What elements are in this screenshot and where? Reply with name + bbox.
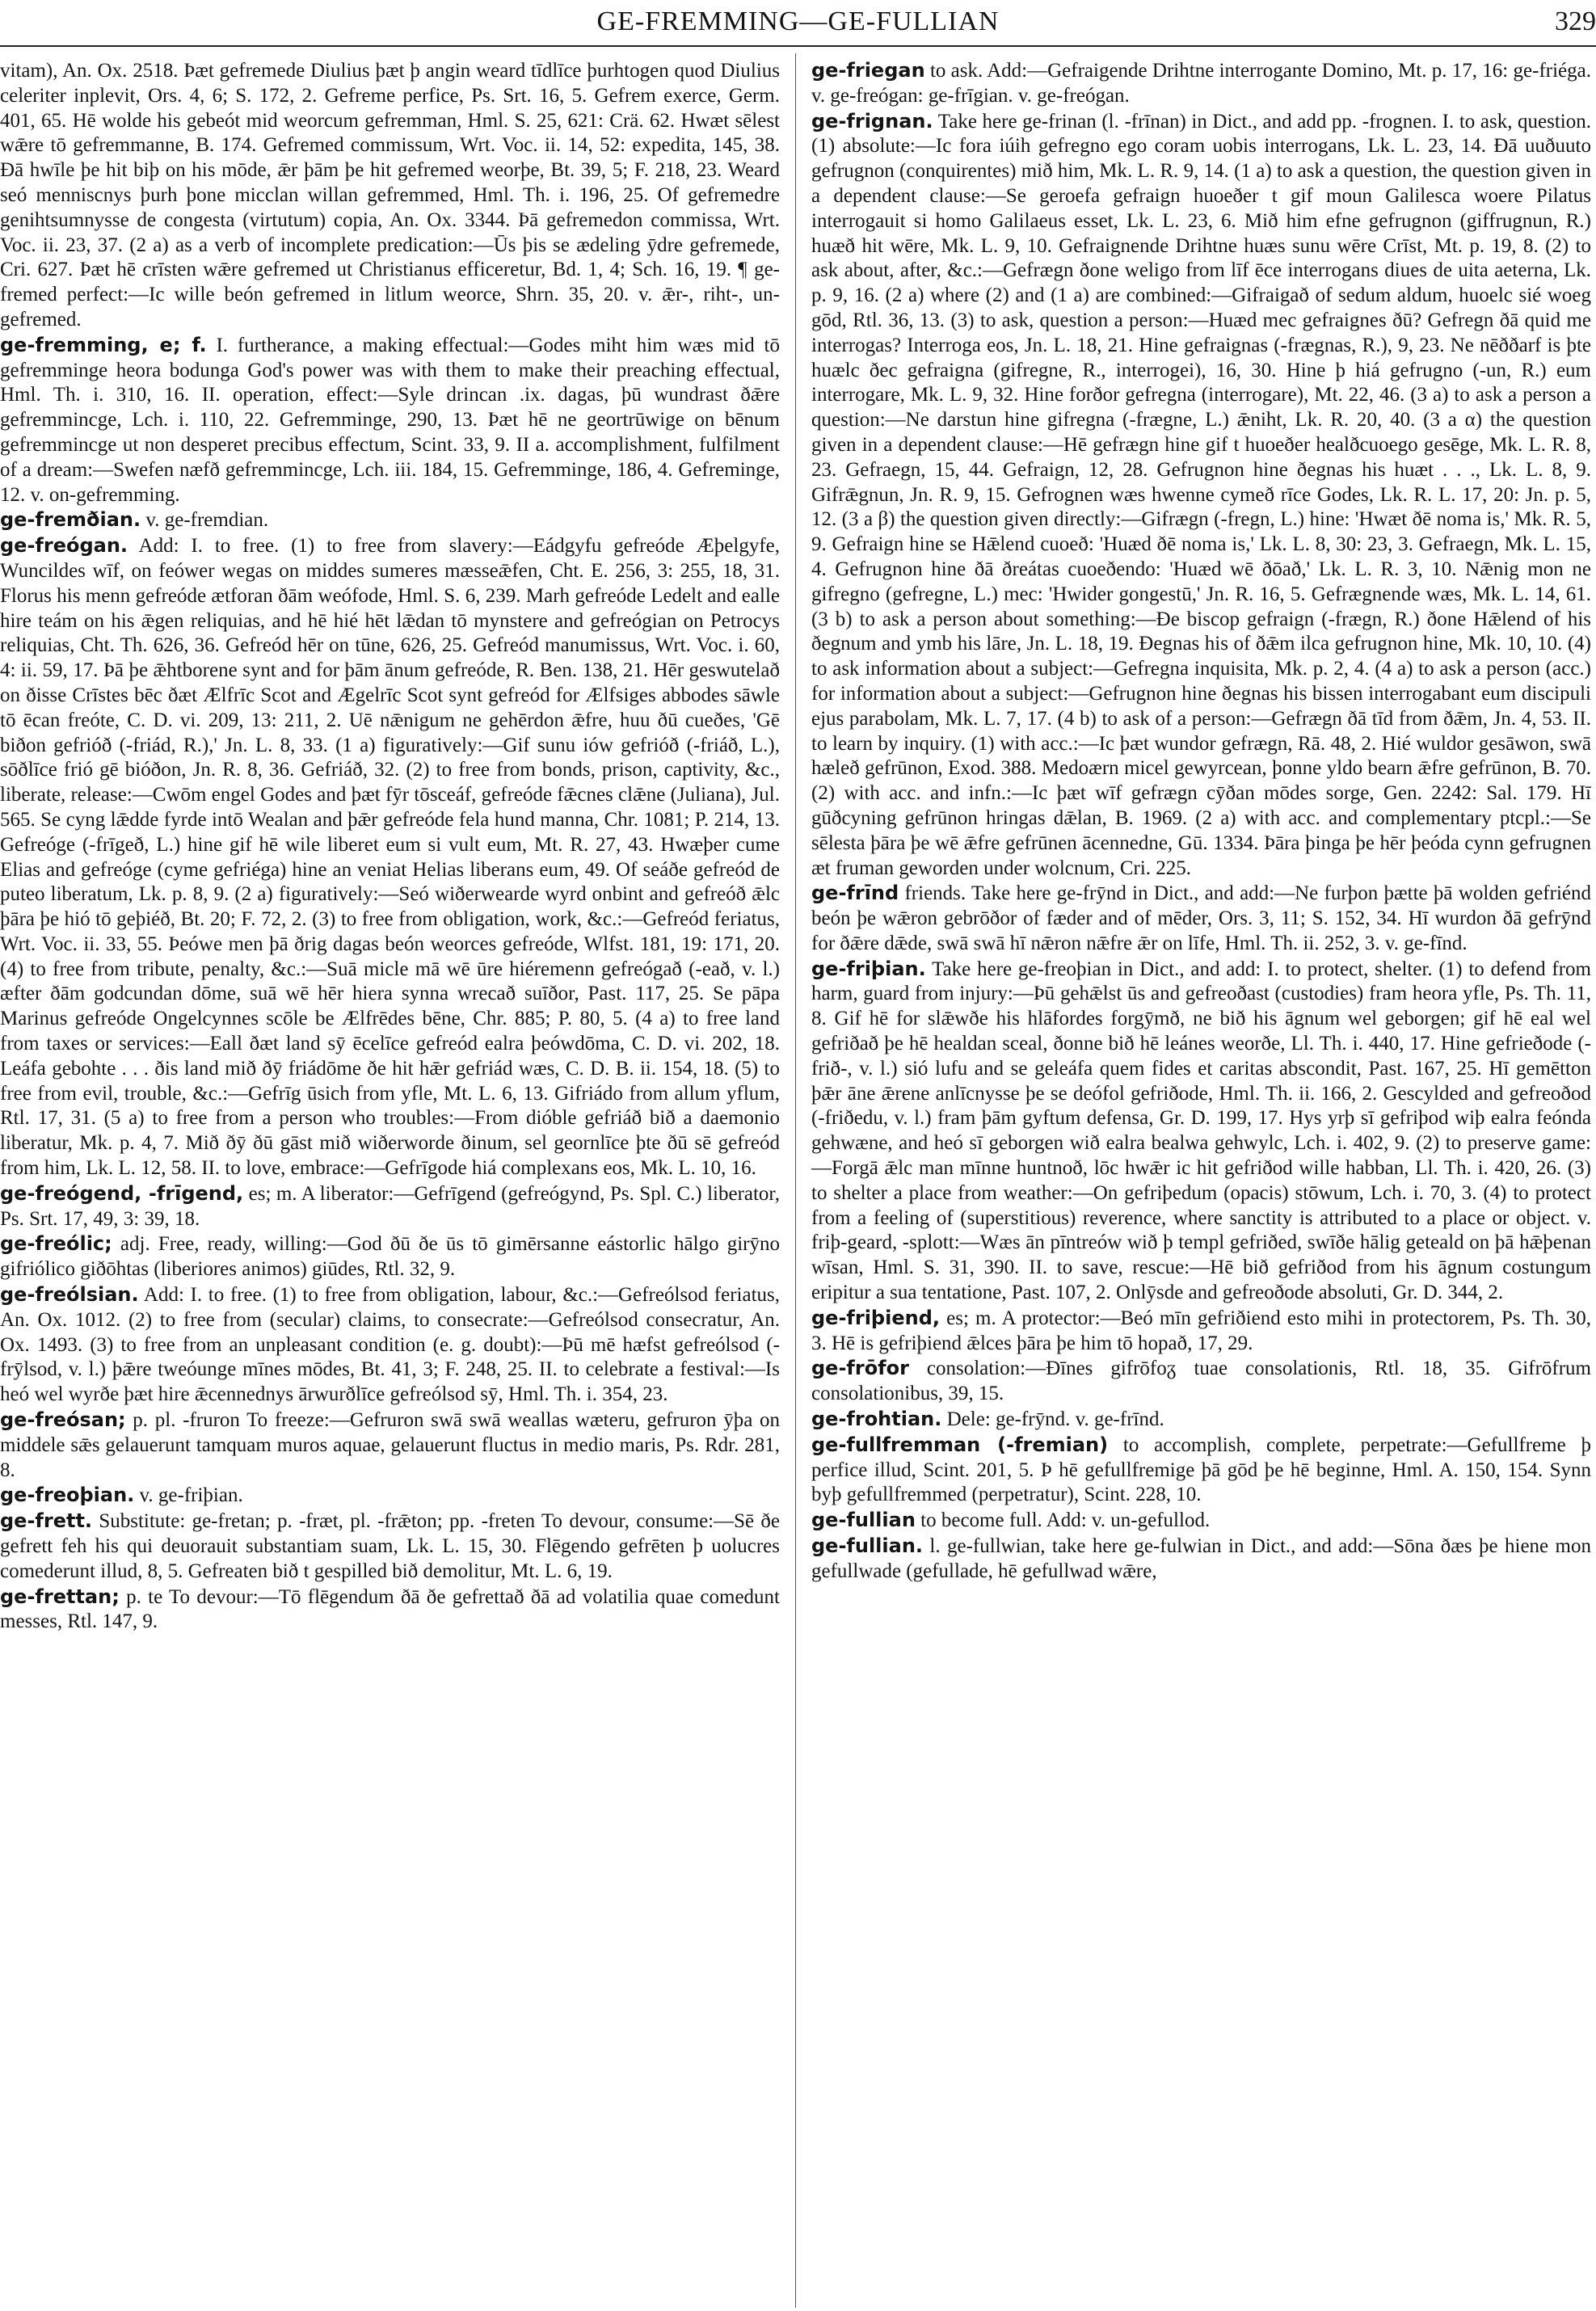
left-column [0, 58, 780, 2305]
column-divider [795, 53, 796, 2308]
entry-headword: ge-freógan. [0, 534, 128, 558]
entry-headword: ge-frettan; [0, 1585, 120, 1608]
running-title: GE-FREMMING—GE-FULLIAN [596, 6, 1000, 36]
dictionary-entry [811, 1433, 1591, 1508]
entry-headword: ge-frīnd [811, 882, 899, 905]
entry-text: p. pl. -fruron To freeze:—Gefruron swā swā weallas wæteru, gefruron ȳþa on middele sǣs gelauerunt tamquam muros aquae, gelauerunt fluctus in medio maris, Ps. Rdr. 281, 8. [0, 1409, 780, 1481]
entry-text: Take here ge-frinan (l. -frīnan) in Dict., and add pp. -frognen. I. to ask, question. (1) absolute:—Ic fora iúih gefregno ego coram uobis interrogans, Lk. L. 23, 14. Ðā uuðuuto gefrugnon (conquirentes) mið him, Mk. L. R. 9, 14. (1 a) to ask a question, the question given in a dependent clause:—Se geroefa gefraign huoeðer t gif moun Galilesca woere Pilatus interrogauit si homo Galilaeus esset, Lk. L. 23, 6. Mið him efne gefrugnon (giffrugnun, R.) huæð hit wēre, Mk. L. 9, 10. Gefraignende Drihtne huæs sunu wēre Crīst, Mt. p. 19, 8. (2) to ask about, after, &c.:—Gefrægn ðone weligo from līf ēce interrogans diues de uita aeterna, Lk. p. 9, 16. (2 a) where (2) and (1 a) are combined:—Gifraigað of sedum aldum, huoelc sié woeg gōd, Rtl. 36, 13. (3) to ask, question a person:—Huæd mec gefraignes ðū? Gefregn ðā quid me interrogas? Interroga eos, Jn. L. 18, 21. Hine gefraignas (-frægnas, R.), 9, 23. Ne nēððarf is þte huælc ðec gefraigna (gifregne, R., interrogei), 16, 30. Hine þ hiá gefrugno (-un, R.) eum interrogare, Mk. L. 9, 32. Hine forðor gefregna (interrogare), Mt. 22, 46. (3 a) to ask a person a question:—Ne darstun hine gifregna (-frægne, L.) ǣniht, Lk. R. 20, 40. (3 a α) the question given in a dependent clause:—Hē gefrægn hine gif t huoeðer healðcuoego gesēge, Mk. L. R. 8, 23. Gefraegn, 15, 44. Gefraign, 12, 28. Gefrugnon hine ðegnas his huæt . . ., Lk. L. 8, 9. Gifrǣgnun, Jn. R. 9, 15. Gefrognen wæs hwenne cymeð rīce Godes, Lk. R. L. 17, 20: Jn. p. 5, 12. (3 a β) the question given directly:—Gifrægn (-fregn, L.) hine: 'Hwæt ðē noma is,' Mk. R. 5, 9. Gefraign hine se Hǣlend cuoeð: 'Huæd ðē noma is,' Lk. L. 8, 30: 23, 3. Gefraegn, Mk. L. 15, 4. Gefrugnon hine ðā ðreátas cuoeðendo: 'Huæd wē ðōað,' Lk. L. R. 3, 10. Nǣnig mon ne gifregno (gefregne, L.) mec: 'Hwider gongestū,' Jn. R. 16, 5. Gefrægnende wæs, Mk. L. 14, 61. (3 b) to ask a person about something:—Ðe biscop gefraign (-frægn, R.) ðone Hǣlend of his ðegnum and ymb his lāre, Jn. L. 18, 19. Ðegnas his of ðǣm ilca gefrugnon hine, Mk. 10, 10. (4) to ask information about a subject:—Gefregna inquisita, Mk. p. 2, 4. (4 a) to ask a person (acc.) for information about a subject:—Gefrugnon hine ðegnas his bissen interrogabant eum discipuli ejus parabolam, Mk. L. 7, 17. (4 b) to ask of a person:—Gefrægn ðā tīd from ðǣm, Jn. 4, 53. II. to learn by inquiry. (1) with acc.:—Ic þæt wundor gefrægn, Rā. 48, 2. Hié wuldor gesāwon, swā hæleð gefrūnon, Exod. 388. Medoærn micel gewyrcean, þonne yldo bearn ǣfre gefrūnon, B. 70. (2) with acc. and infn.:—Ic þæt wīf gefrægn cȳðan mōdes sorge, Gen. 2242: Sal. 179. Hī gūðcyning gefrūnon hringas dǣlan, B. 1969. (2 a) with acc. and complementary ptcpl.:—Se sēlesta þāra þe wē ǣfre gefrūnen ācennedne, Gū. 1334. Þāra þinga þe hēr þeóda cynn gefrugnen æt fruman geworden under wolcnum, Cri. 225. [811, 110, 1591, 879]
dictionary-entry [811, 881, 1591, 956]
entry-headword: ge-frohtian. [811, 1408, 942, 1431]
entry-text: friends. Take here ge-frȳnd in Dict., and add:—Ne furþon þætte þā wolden gefriénd beón þe wǣron gebrōðor of fæder and of mēder, Ors. 3, 11; S. 152, 34. Hī wurdon ðā gefrȳnd for ðǣre dǣde, swā swā hī nǣron nǣfre ǣr on līfe, Hml. Th. ii. 252, 3. v. ge-fīnd. [811, 882, 1591, 954]
dictionary-entry [811, 1356, 1591, 1407]
entry-headword: ge-fullian [811, 1509, 916, 1532]
dictionary-entry [811, 1508, 1591, 1534]
dictionary-entry [811, 109, 1591, 882]
dictionary-entry [0, 507, 780, 533]
entry-text: vitam), An. Ox. 2518. Þæt gefremede Diulius þæt þ angin weard tīdlīce þurhtogen quod Diulius celeriter inplevit, Ors. 4, 6; S. 172, 2. Gefreme perfice, Ps. Srt. 16, 5. Gefrem exerce, Germ. 401, 65. Hē wolde his gebeót mid weorcum gefremman, Hml. S. 25, 621: Crä. 62. Hwæt sēlest wǣre tō gefremmanne, B. 174. Gefremed commissum, Wrt. Voc. ii. 14, 52: expedita, 145, 38. Ðā hwīle þe hit biþ on his mōde, ǣr þām þe hit gefremed weorþe, Bt. 39, 5; F. 218, 23. Weard seó menniscnys þurh þone micclan willan gefremmed, Hml. Th. i. 196, 25. Of gefremedre genihtsumnysse de congesta (virtutum) copia, An. Ox. 3344. Þā gefremedon commissa, Wrt. Voc. ii. 23, 37. (2 a) as a verb of incomplete predication:—Ūs þis se ædeling ȳdre gefremede, Cri. 627. Þæt hē crīsten wǣre gefremed ut Christianus efficeretur, Bd. 1, 4; Sch. 16, 19. ¶ ge-fremed perfect:—Ic wille beón gefremed in litlum weorce, Shrn. 35, 20. v. ǣr-, riht-, un-gefremed. [0, 60, 780, 330]
entry-headword: ge-friþian. [811, 957, 926, 980]
dictionary-entry [0, 58, 780, 333]
dictionary-entry [811, 1534, 1591, 1585]
entry-text: v. ge-friþian. [134, 1484, 243, 1507]
entry-headword: ge-friþiend, [811, 1306, 940, 1329]
entry-headword: ge-frignan. [811, 109, 933, 133]
entry-text: Dele: ge-frȳnd. v. ge-frīnd. [941, 1408, 1164, 1431]
page-number: 329 [1555, 6, 1596, 36]
dictionary-entry [0, 1483, 780, 1509]
entry-text: l. ge-fullwian, take here ge-fulwian in Dict., and add:—Sōna ðæs þe hiene mon gefullwade (gefullade, hē gefullwad wǣre, [811, 1535, 1591, 1582]
dictionary-entry [0, 1231, 780, 1282]
dictionary-entry [0, 333, 780, 508]
entry-headword: ge-frōfor [811, 1357, 909, 1380]
page-header [0, 0, 1596, 45]
entry-headword: ge-friegan [811, 59, 925, 82]
entry-headword: ge-freólic; [0, 1232, 112, 1256]
entry-text: v. ge-fremdian. [141, 509, 269, 532]
dictionary-entry [0, 1181, 780, 1232]
entry-text: Substitute: ge-fretan; p. -fræt, pl. -frǣton; pp. -freten To devour, consume:—Sē ðe gefrett feh his qui deuorauit substantiam suam, Lk. L. 15, 30. Flēgendo gefrēten þ uolucres comederunt illud, 8, 5. Gefreaten bið t gespilled bið demolitur, Mt. L. 6, 19. [0, 1510, 780, 1582]
header-rule [0, 45, 1596, 47]
entry-text: p. te To devour:—Tō flēgendum ðā ðe gefrettað ðā ad volatilia quae comedunt messes, Rtl. 147, 9. [0, 1585, 780, 1633]
dictionary-entry [0, 1408, 780, 1483]
entry-headword: ge-frett. [0, 1509, 93, 1533]
entry-text: Add: I. to free. (1) to free from obligation, labour, &c.:—Gefreólsod feriatus, An. Ox. 1012. (2) to free from (secular) claims, to consecrate:—Gefreólsod consecratur, An. Ox. 1493. (3) to free from an unpleasant condition (e. g. doubt):—Þū mē hæfst gefreólsod (-frȳlsod, v. l.) þǣre tweóunge mīnes mōdes, Bt. 41, 3; F. 248, 25. II. to celebrate a festival:—Is heó wel wyrðe þæt hire ǣcennednys ārwurðlīce gefreólsod sȳ, Hml. Th. i. 354, 23. [0, 1284, 780, 1406]
entry-text: adj. Free, ready, willing:—God ðū ðe ūs tō gimērsanne eástorlic hālgo girȳno gifriólico giðōhtas (liberiores animos) giūdes, Rtl. 32, 9. [0, 1233, 780, 1281]
right-column [811, 58, 1591, 2305]
entry-text: to accomplish, complete, perpetrate:—Gefullfreme þ perfice illud, Scint. 201, 5. Þ hē gefullfremige þā gōd þe hē beginne, Hml. A. 150, 154. Synn byþ gefullfremmed (perpetratur), Scint. 228, 10. [811, 1433, 1591, 1506]
entry-text: Add: I. to free. (1) to free from slavery:—Eádgyfu gefreóde Æþelgyfe, Wuncildes wīf, on feówer wegas on middes sumeres mæsseǣfen, Cht. E. 256, 3: 255, 18, 31. Florus his menn gefreóde ætforan ðām weófode, Hml. S. 6, 239. Marh gefreóde Ledelt and ealle hire teám on his ǣgen reliquias, and hē hié hēt lǣdan tō mynstere and gefreógian on Petrocys reliquias, Cht. Th. 626, 36. Gefreód hēr on tūne, 626, 25. Gefreód manumissus, Wrt. Voc. i. 60, 4: ii. 59, 17. Þā þe ǣhtborene synt and for þām ānum gefreóde, R. Ben. 138, 21. Hēr geswutelað on ðisse Crīstes bēc ðæt Ælfrīc Scot and Ægelrīc Scot synt gefreód for Ælfsiges abbodes sāwle tō ēcan freóte, C. D. vi. 209, 13: 211, 2. Uē nǣnigum ne gehērdon ǣfre, huu ðū cueðes, 'Gē biðon gefrióð (-friád, R.),' Jn. L. 8, 33. (1 a) figuratively:—Gif sunu iów gefrióð (-friáð, L.), sōðlīce frió gē bióðon, Jn. R. 8, 36. Gefriáð, 32. (2) to free from bonds, prison, captivity, &c., liberate, release:—Cwōm engel Godes and þæt fȳr tōsceáf, gefreóde fǣcnes clǣne (Juliana), Jul. 565. Se cyng lǣdde fyrde intō Wealan and þǣr gefreóde fela hund manna, Chr. 1081; P. 214, 13. Gefreóge (-frīgeð, L.) hine gif hē wile liberet eum si vult eum, Mt. R. 27, 43. Hwæþer cume Elias and gefreóge (cyme gefriéga) hine an veniat Helias liberans eum, 49. Of seáðe gefreód de puteo liberatum, Lk. p. 8, 9. (2 a) figuratively:—Seó wiðerwearde wyrd onbint and gefreóð ǣlc þāra þe hió tō geþiéð, Bt. 20; F. 72, 2. (3) to free from obligation, work, &c.:—Gefreód feriatus, Wrt. Voc. ii. 33, 55. Þeówe men þā ðrig dagas beón weorces gefreóde, Wlfst. 181, 19: 171, 20. (4) to free from tribute, penalty, &c.:—Suā micle mā wē ūre hiéremenn gefreógað (-eað, v. l.) æfter ðām godcundan dōme, suā wē hēr hiera synna wrecað suīðor, Past. 117, 25. Se pāpa Marinus gefreóde Ongelcynnes scōle be Ælfrēdes bēne, Chr. 885; P. 80, 5. (4 a) to free land from taxes or services:—Eall ðæt land sȳ ēcelīce gefreód ealra þeówdōma, C. D. vi. 202, 18. Leáfa gebohte . . . ðis land mið ðȳ friádōme ðe hit hǣr gefriád wæs, C. D. B. ii. 154, 18. (5) to free from evil, trouble, &c.:—Gefrīg ūsich from yfle, Mt. L. 6, 13. Gifriádo from allum yflum, Rtl. 17, 31. (5 a) to free from a person who troubles:—From dióble gefriáð bið a daemonio liberatur, Mk. p. 4, 7. Mið ðȳ ðū gāst mið wiðerworde ðinum, sel geornlīce þte ðū sē gefreód from him, Lk. L. 12, 58. II. to love, embrace:—Gefrīgode hiá complexans eos, Mk. L. 10, 16. [0, 535, 780, 1180]
entry-headword: ge-fullfremman (-fremian) [811, 1433, 1109, 1456]
entry-headword: ge-freoþian. [0, 1484, 135, 1507]
entry-headword: ge-freósan; [0, 1408, 126, 1432]
dictionary-entry [0, 1282, 780, 1408]
dictionary-entry [811, 1407, 1591, 1433]
dictionary-entry [0, 533, 780, 1181]
entry-text: consolation:—Ðīnes gifrōfoᵹ tuae consolationis, Rtl. 18, 35. Gifrōfrum consolationibus, 39, 15. [811, 1358, 1591, 1405]
entry-text: to ask. Add:—Gefraigende Drihtne interrogante Domino, Mt. p. 17, 16: ge-friéga. v. ge-freógan: ge-frīgian. v. ge-freógan. [811, 60, 1591, 107]
entry-headword: ge-fremming, e; f. [0, 333, 207, 356]
entry-text: to become full. Add: v. un-gefullod. [915, 1509, 1211, 1532]
entry-headword: ge-fullian. [811, 1534, 924, 1558]
entry-text: es; m. A liberator:—Gefrīgend (gefreógynd, Ps. Spl. C.) liberator, Ps. Srt. 17, 49, 3: 39, 18. [0, 1182, 780, 1230]
dictionary-entry [811, 957, 1591, 1306]
entry-text: es; m. A protector:—Beó mīn gefriðiend esto mihi in protectorem, Ps. Th. 30, 3. Hē is gefriþiend ǣlces þāra þe him tō hopað, 17, 29. [811, 1307, 1591, 1354]
dictionary-entry [811, 1306, 1591, 1357]
entry-headword: ge-freógend, -frīgend, [0, 1181, 244, 1205]
dictionary-entry [0, 1509, 780, 1584]
entry-headword: ge-fremðian. [0, 508, 141, 532]
dictionary-entry [0, 1585, 780, 1635]
entry-text: I. furtherance, a making effectual:—Godes miht him wæs mid tō gefremminge heora bodunga God's power was with them to make their preaching effectual, Hml. Th. i. 310, 16. II. operation, effect:—Syle drincan .ix. dagas, þū wundrast ðǣre gefremmincge, Lch. i. 110, 22. Gefremminge, 290, 13. Þæt hē ne geortrūwige on bēnum gefremmincge ut non desperet precibus effectum, Scint. 33, 9. II a. accomplishment, fulfilment of a dream:—Swefen næfð gefremmincge, Lch. iii. 184, 15. Gefremminge, 186, 4. Gefreminge, 12. v. on-gefremming. [0, 334, 780, 506]
entry-text: Take here ge-freoþian in Dict., and add: I. to protect, shelter. (1) to defend from harm, guard from injury:—Þū gehǣlst ūs and gefreoðast (custodies) fram heora yfle, Ps. Th. 11, 8. Gif hē for slǣwðe his hlāfordes forgȳmð, ne bið his āgnum wel geborgen; gif hē eal wel gefriðað þe hē healdan sceal, ðonne bið hē leánes weorðe, Ll. Th. i. 440, 17. Hine gefrieðode (-frið-, v. l.) sió lufu and se geleáfa quem fides et caritas abscondit, Past. 167, 25. Hī gemētton þǣr āne ǣrene anlīcnysse þe se deófol gefriðode, Hml. Th. ii. 166, 2. Gescylded and gefreoðod (-friðedu, v. l.) fram þām gyftum defensa, Gr. D. 199, 17. Hys yrþ sī gefriþod wiþ ealra feónda gehwæne, and heó sī geborgen wið ealra bealwa gehwylc, Lch. i. 402, 9. (2) to preserve game:—Forgā ǣlc man mīnne huntnoð, lōc hwǣr ic hit gefriðod wille habban, Ll. Th. i. 420, 26. (3) to shelter a place from weather:—On gefriþedum (opacis) stōwum, Lch. i. 70, 3. (4) to protect from a feeling of (superstitious) reverence, where sanctity is attributed to a place or object. v. friþ-geard, -splott:—Wæs ān pīntreów wið þ templ gefriðed, swīðe hālig geteald on þā hǣþenan wīsan, Hml. S. 31, 390. II. to save, rescue:—Hē bið gefriðod from his āgnum costungum eripitur a sua tentatione, Past. 107, 2. Onlȳsde and gefreoðode absoluti, Gr. D. 344, 2. [811, 958, 1591, 1304]
dictionary-entry [811, 58, 1591, 109]
entry-headword: ge-freólsian. [0, 1283, 139, 1307]
